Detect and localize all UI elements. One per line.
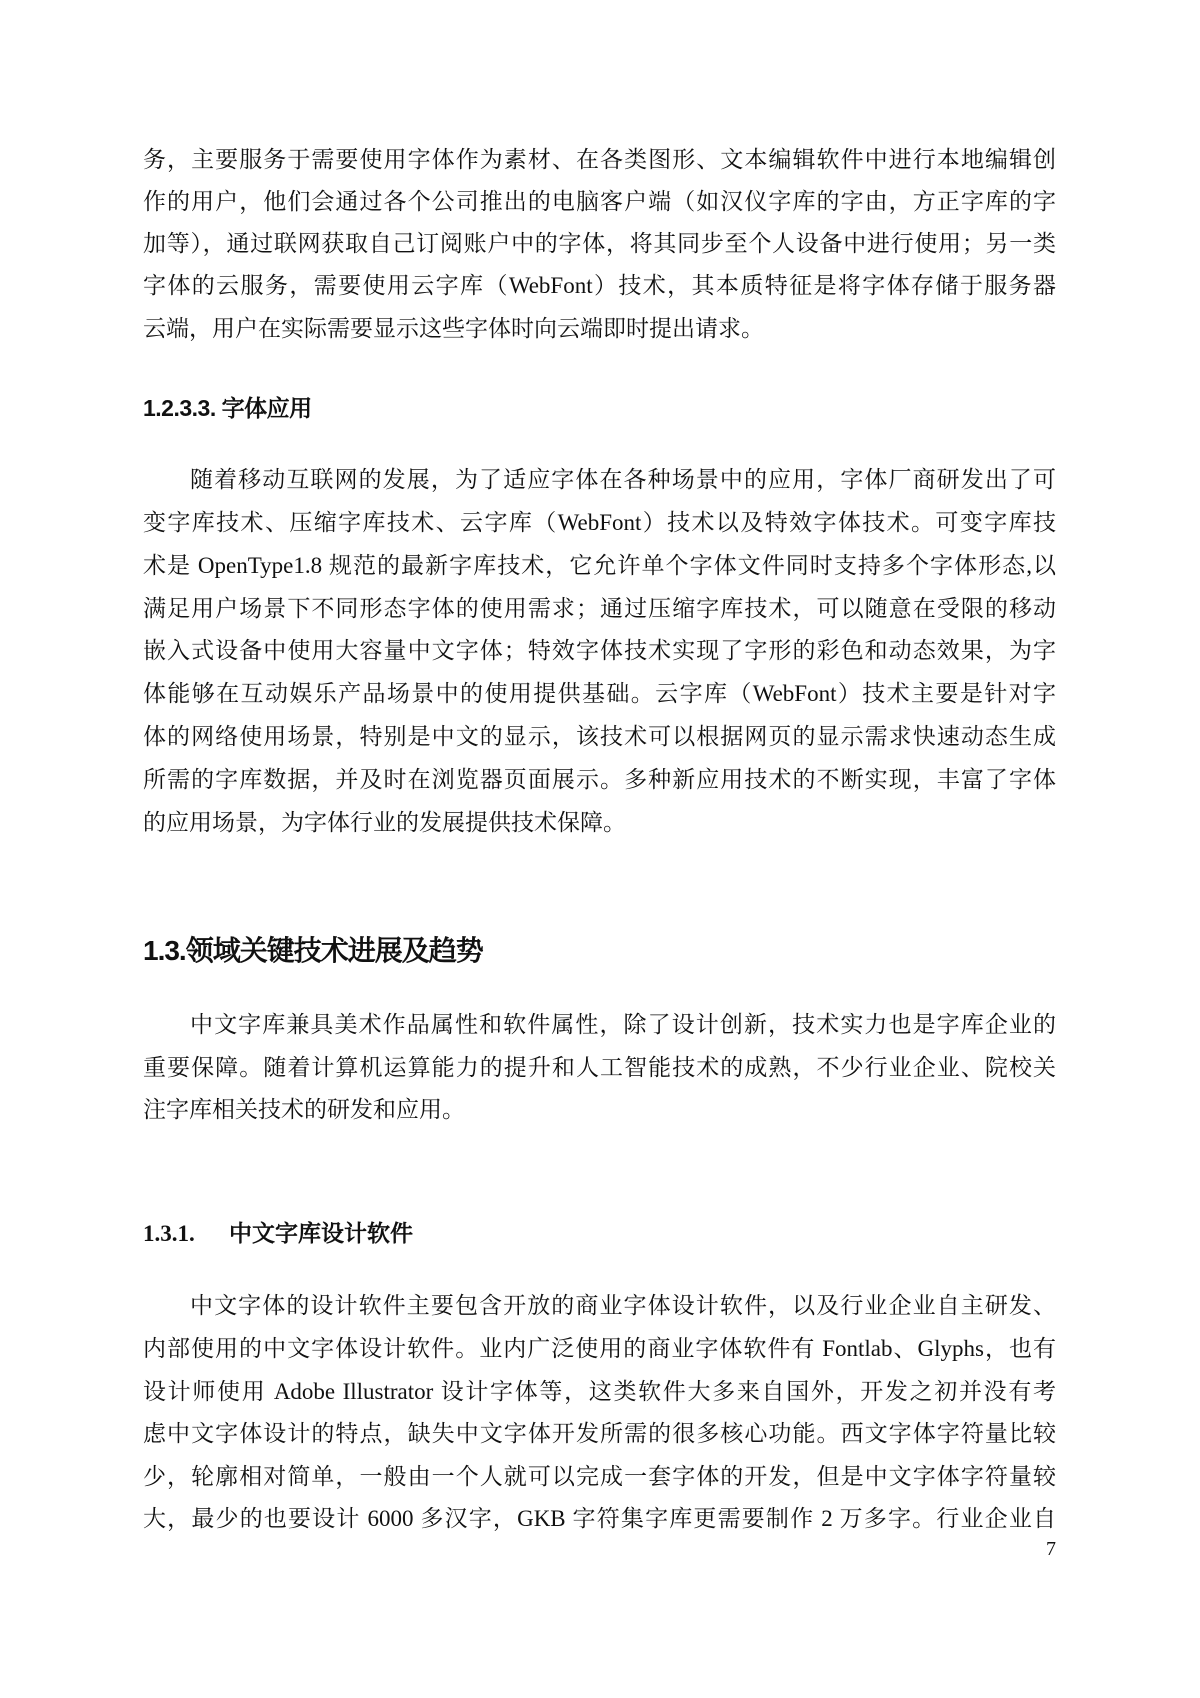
section-heading-1-3: 1.3.领域关键技术进展及趋势 xyxy=(143,935,483,966)
section-heading-1-3-1 xyxy=(143,1215,413,1248)
text-line: 内部使用的中文字体设计软件。业内广泛使用的商业字体软件有 Fontlab、Glyphs，也有 xyxy=(143,1336,1056,1361)
text-line: 变字库技术、压缩字库技术、云字库（WebFont）技术以及特效字体技术。可变字库技 xyxy=(143,510,1056,535)
text-line: 字体的云服务，需要使用云字库（WebFont）技术，其本质特征是将字体存储于服务器 xyxy=(143,273,1056,298)
text-line: 加等），通过联网获取自己订阅账户中的字体，将其同步至个人设备中进行使用；另一类 xyxy=(143,231,1056,256)
text-line: 云端，用户在实际需要显示这些字体时向云端即时提出请求。 xyxy=(143,316,764,341)
text-line: 作的用户，他们会通过各个公司推出的电脑客户端（如汉仪字库的字由，方正字库的字 xyxy=(143,189,1056,214)
section-heading-1-2-3-3: 1.2.3.3. 字体应用 xyxy=(143,395,312,421)
text-line: 满足用户场景下不同形态字体的使用需求；通过压缩字库技术，可以随意在受限的移动 xyxy=(143,596,1056,621)
text-line: 虑中文字体设计的特点，缺失中文字体开发所需的很多核心功能。西文字体字符量比较 xyxy=(143,1421,1056,1446)
text-line: 大，最少的也要设计 6000 多汉字，GKB 字符集字库更需要制作 2 万多字。行业企业自 xyxy=(143,1506,1056,1531)
text-line: 术是 OpenType1.8 规范的最新字库技术，它允许单个字体文件同时支持多个字体形态,以 xyxy=(143,553,1056,578)
text-line: 体能够在互动娱乐产品场景中的使用提供基础。云字库（WebFont）技术主要是针对字 xyxy=(143,681,1056,706)
text-line: 所需的字库数据，并及时在浏览器页面展示。多种新应用技术的不断实现，丰富了字体 xyxy=(143,767,1056,792)
text-line: 少，轮廓相对简单，一般由一个人就可以完成一套字体的开发，但是中文字体字符量较 xyxy=(143,1464,1056,1489)
text-line: 嵌入式设备中使用大容量中文字体；特效字体技术实现了字形的彩色和动态效果，为字 xyxy=(143,638,1056,663)
text-line: 重要保障。随着计算机运算能力的提升和人工智能技术的成熟，不少行业企业、院校关 xyxy=(143,1055,1056,1080)
text-line: 中文字体的设计软件主要包含开放的商业字体设计软件，以及行业企业自主研发、 xyxy=(190,1293,1056,1318)
text-line: 设计师使用 Adobe Illustrator 设计字体等，这类软件大多来自国外，开发之初并没有考 xyxy=(143,1379,1056,1404)
text-line: 体的网络使用场景，特别是中文的显示，该技术可以根据网页的显示需求快速动态生成 xyxy=(143,724,1056,749)
text-line: 的应用场景，为字体行业的发展提供技术保障。 xyxy=(143,810,626,835)
heading-number: 1.3.1. xyxy=(143,1221,195,1246)
text-line: 随着移动互联网的发展，为了适应字体在各种场景中的应用，字体厂商研发出了可 xyxy=(190,467,1056,492)
text-line: 注字库相关技术的研发和应用。 xyxy=(143,1097,465,1122)
page-number: 7 xyxy=(1046,1538,1056,1560)
text-line: 中文字库兼具美术作品属性和软件属性，除了设计创新，技术实力也是字库企业的 xyxy=(190,1012,1056,1037)
heading-title: 中文字库设计软件 xyxy=(229,1220,413,1246)
text-line: 务，主要服务于需要使用字体作为素材、在各类图形、文本编辑软件中进行本地编辑创 xyxy=(143,147,1056,172)
